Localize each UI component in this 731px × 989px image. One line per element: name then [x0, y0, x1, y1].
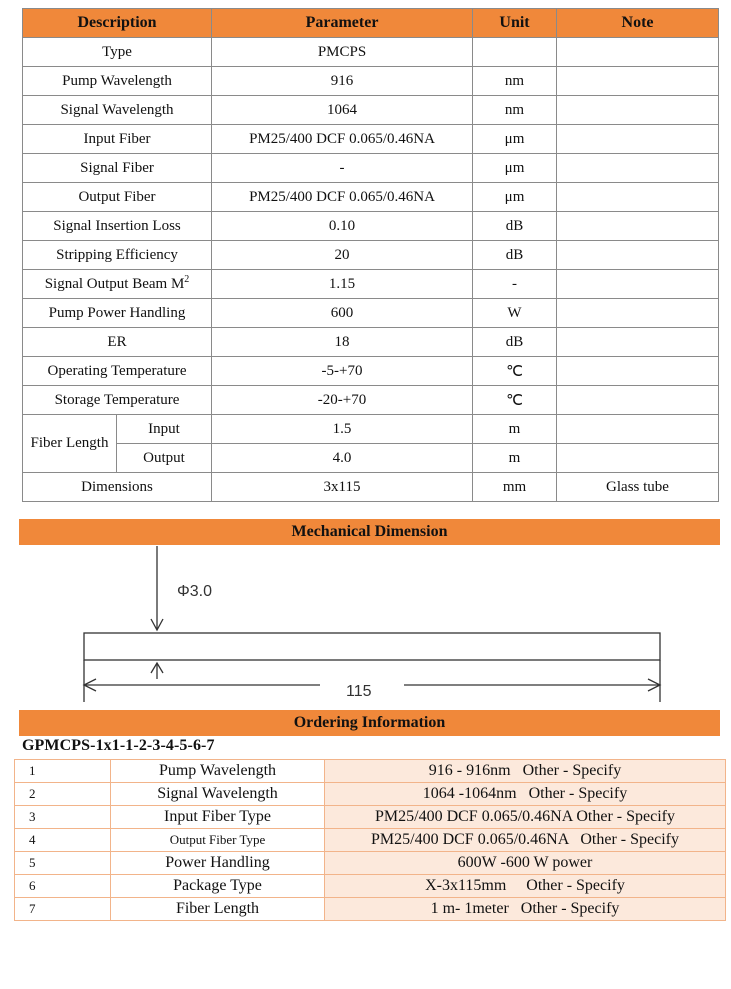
spec-description: Output Fiber — [23, 183, 212, 212]
spec-unit: ℃ — [473, 357, 557, 386]
spec-unit: - — [473, 270, 557, 299]
ordering-number: 2 — [15, 783, 111, 806]
ordering-information-bar: Ordering Information — [19, 710, 720, 736]
spec-row — [23, 125, 719, 154]
fiber-length-output-label: Output — [117, 444, 212, 473]
spec-parameter: 1.15 — [212, 270, 473, 299]
ordering-number: 4 — [15, 829, 111, 852]
spec-row — [23, 386, 719, 415]
spec-description: Signal Fiber — [23, 154, 212, 183]
header-parameter: Parameter — [212, 9, 473, 38]
fiber-length-input-note — [557, 415, 719, 444]
ordering-value: PM25/400 DCF 0.065/0.46NA Other - Specify — [325, 829, 726, 852]
spec-row — [23, 67, 719, 96]
spec-note — [557, 299, 719, 328]
spec-note — [557, 96, 719, 125]
spec-row — [23, 154, 719, 183]
ordering-row — [15, 829, 726, 852]
spec-unit: dB — [473, 241, 557, 270]
spec-row — [23, 357, 719, 386]
spec-description: Stripping Efficiency — [23, 241, 212, 270]
ordering-field: Fiber Length — [111, 898, 325, 921]
ordering-value: X-3x115mm Other - Specify — [325, 875, 726, 898]
header-description: Description — [23, 9, 212, 38]
spec-note — [557, 386, 719, 415]
length-label: 115 — [346, 683, 372, 700]
dimensions-param: 3x115 — [212, 473, 473, 502]
spec-note — [557, 154, 719, 183]
fiber-length-input-param: 1.5 — [212, 415, 473, 444]
spec-parameter: PM25/400 DCF 0.065/0.46NA — [212, 125, 473, 154]
spec-row-fiber-length-input — [23, 415, 719, 444]
fiber-length-output-unit: m — [473, 444, 557, 473]
ordering-value: 1064 -1064nm Other - Specify — [325, 783, 726, 806]
spec-note — [557, 183, 719, 212]
header-unit: Unit — [473, 9, 557, 38]
spec-description: Pump Wavelength — [23, 67, 212, 96]
spec-description — [23, 270, 212, 299]
spec-note — [557, 357, 719, 386]
ordering-row — [15, 760, 726, 783]
ordering-row — [15, 806, 726, 829]
spec-note — [557, 67, 719, 96]
spec-description: Signal Wavelength — [23, 96, 212, 125]
dimensions-note: Glass tube — [557, 473, 719, 502]
ordering-value: PM25/400 DCF 0.065/0.46NA Other - Specify — [325, 806, 726, 829]
diameter-label: Φ3.0 — [177, 583, 213, 600]
spec-row-fiber-length-output — [23, 444, 719, 473]
spec-unit: W — [473, 299, 557, 328]
fiber-length-input-unit: m — [473, 415, 557, 444]
spec-description-text: Signal Output Beam M — [44, 275, 185, 292]
spec-description: Pump Power Handling — [23, 299, 212, 328]
ordering-code: GPMCPS-1x1-1-2-3-4-5-6-7 — [22, 737, 215, 754]
ordering-row — [15, 783, 726, 806]
spec-unit: nm — [473, 67, 557, 96]
ordering-row — [15, 852, 726, 875]
ordering-number: 7 — [15, 898, 111, 921]
ordering-row — [15, 875, 726, 898]
spec-parameter: 916 — [212, 67, 473, 96]
spec-note — [557, 38, 719, 67]
ordering-field: Input Fiber Type — [111, 806, 325, 829]
ordering-value: 1 m- 1meter Other - Specify — [325, 898, 726, 921]
spec-note — [557, 328, 719, 357]
spec-row — [23, 270, 719, 299]
dimensions-label: Dimensions — [23, 473, 212, 502]
ordering-field: Output Fiber Type — [111, 829, 325, 852]
ordering-field: Package Type — [111, 875, 325, 898]
spec-note — [557, 125, 719, 154]
ordering-table — [14, 759, 726, 921]
spec-parameter: 600 — [212, 299, 473, 328]
spec-description: Storage Temperature — [23, 386, 212, 415]
dimensions-unit: mm — [473, 473, 557, 502]
ordering-value: 916 - 916nm Other - Specify — [325, 760, 726, 783]
spec-parameter: PMCPS — [212, 38, 473, 67]
spec-unit — [473, 38, 557, 67]
spec-description: Type — [23, 38, 212, 67]
ordering-number: 1 — [15, 760, 111, 783]
spec-description: ER — [23, 328, 212, 357]
ordering-field: Power Handling — [111, 852, 325, 875]
glass-tube-outline — [84, 633, 660, 660]
fiber-length-output-note — [557, 444, 719, 473]
spec-description: Signal Insertion Loss — [23, 212, 212, 241]
spec-unit: nm — [473, 96, 557, 125]
spec-description: Operating Temperature — [23, 357, 212, 386]
spec-description-superscript: 2 — [184, 273, 190, 285]
spec-parameter: 0.10 — [212, 212, 473, 241]
spec-row — [23, 96, 719, 125]
spec-row — [23, 328, 719, 357]
spec-note — [557, 270, 719, 299]
fiber-length-output-param: 4.0 — [212, 444, 473, 473]
ordering-value: 600W -600 W power — [325, 852, 726, 875]
spec-unit: μm — [473, 125, 557, 154]
spec-parameter: -5-+70 — [212, 357, 473, 386]
spec-note — [557, 241, 719, 270]
spec-description: Input Fiber — [23, 125, 212, 154]
spec-unit: ℃ — [473, 386, 557, 415]
spec-row — [23, 212, 719, 241]
ordering-number: 5 — [15, 852, 111, 875]
spec-unit: μm — [473, 183, 557, 212]
spec-row — [23, 299, 719, 328]
ordering-field: Pump Wavelength — [111, 760, 325, 783]
fiber-length-input-label: Input — [117, 415, 212, 444]
mechanical-dimension-bar: Mechanical Dimension — [19, 519, 720, 545]
spec-row — [23, 241, 719, 270]
spec-unit: μm — [473, 154, 557, 183]
spec-parameter: 18 — [212, 328, 473, 357]
spec-header-row — [23, 9, 719, 38]
spec-parameter: -20-+70 — [212, 386, 473, 415]
ordering-row — [15, 898, 726, 921]
spec-unit: dB — [473, 328, 557, 357]
spec-note — [557, 212, 719, 241]
spec-row-dimensions — [23, 473, 719, 502]
header-note: Note — [557, 9, 719, 38]
spec-parameter: 20 — [212, 241, 473, 270]
ordering-number: 3 — [15, 806, 111, 829]
spec-unit: dB — [473, 212, 557, 241]
fiber-length-label: Fiber Length — [23, 415, 117, 473]
spec-table — [22, 8, 719, 502]
spec-parameter: 1064 — [212, 96, 473, 125]
mechanical-drawing — [0, 545, 731, 710]
spec-parameter: PM25/400 DCF 0.065/0.46NA — [212, 183, 473, 212]
ordering-field: Signal Wavelength — [111, 783, 325, 806]
ordering-number: 6 — [15, 875, 111, 898]
spec-parameter: - — [212, 154, 473, 183]
spec-row — [23, 38, 719, 67]
spec-row — [23, 183, 719, 212]
